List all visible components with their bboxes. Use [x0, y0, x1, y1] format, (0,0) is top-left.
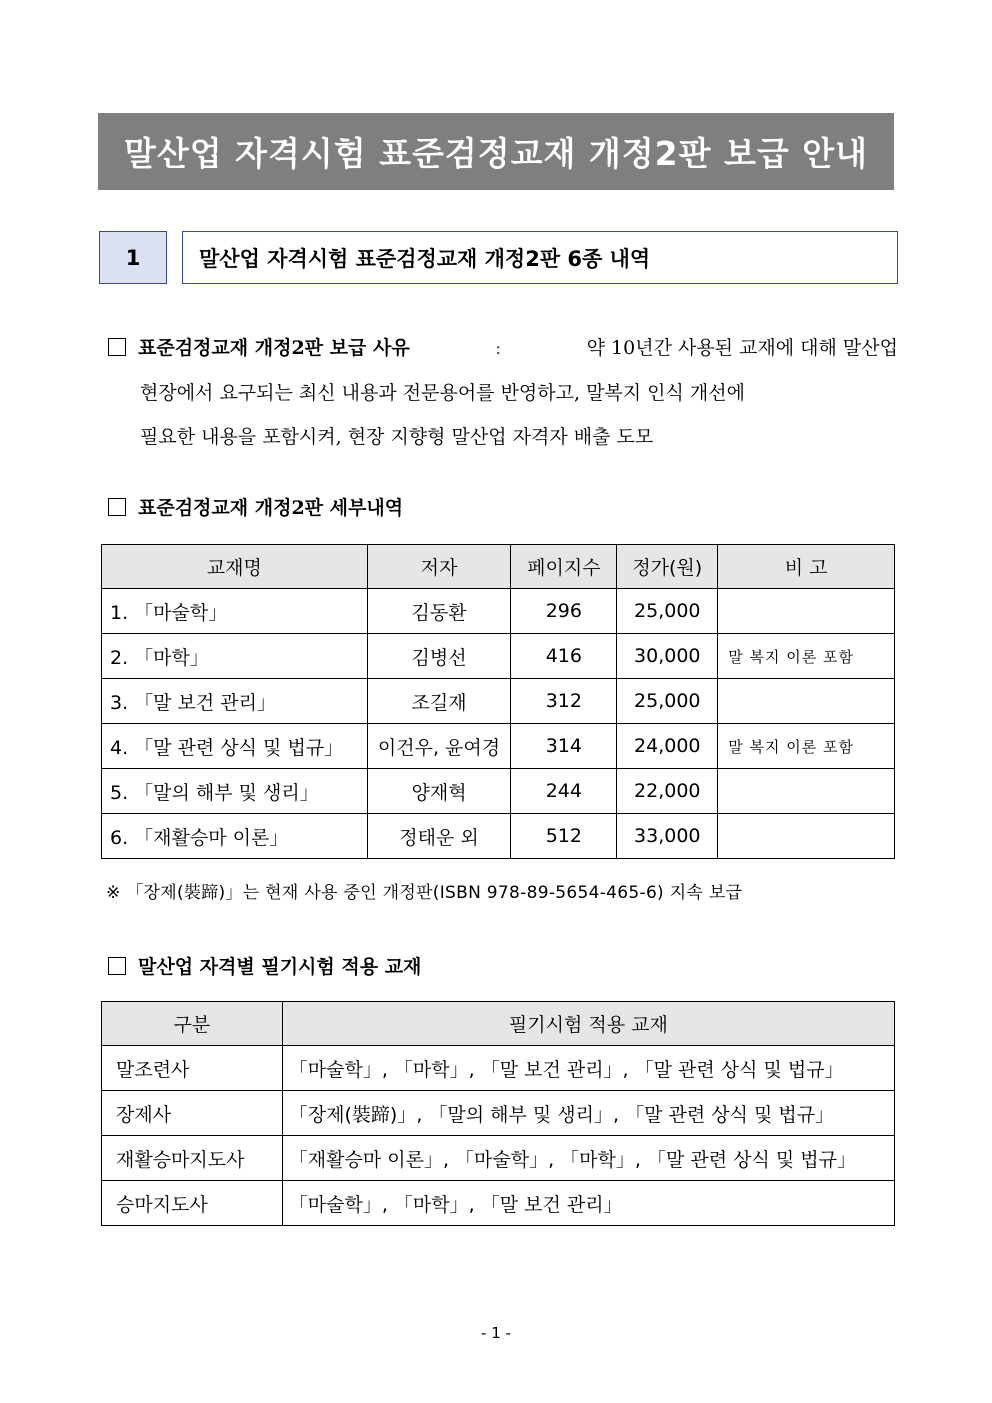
reason-text-2: 현장에서 요구되는 최신 내용과 전문용어를 반영하고, 말복지 인식 개선에 [140, 381, 745, 404]
header-title: 교재명 [102, 545, 368, 589]
qualification-books: 「마술학」, 「마학」, 「말 보건 관리」, 「말 관련 상식 및 법규」 [282, 1046, 894, 1091]
reason-text-3: 필요한 내용을 포함시켜, 현장 지향형 말산업 자격자 배출 도모 [140, 426, 654, 448]
details-heading [108, 493, 403, 520]
table-row [102, 1136, 895, 1181]
qualification-name: 재활승마지도사 [102, 1136, 283, 1181]
table-row [102, 1091, 895, 1136]
section-title: 말산업 자격시험 표준검정교재 개정2판 6종 내역 [182, 231, 898, 284]
book-author: 김동환 [367, 589, 511, 634]
checkbox-bullet-icon [108, 498, 126, 516]
qualification-name: 말조련사 [102, 1046, 283, 1091]
book-name: 6. 「재활승마 이론」 [102, 814, 368, 859]
exam-heading [108, 952, 421, 979]
book-price: 33,000 [617, 814, 718, 859]
book-note [718, 679, 895, 724]
book-price: 25,000 [617, 679, 718, 724]
book-name: 2. 「마학」 [102, 634, 368, 679]
book-author: 양재혁 [367, 769, 511, 814]
book-pages: 244 [511, 769, 617, 814]
qualification-name: 승마지도사 [102, 1181, 283, 1226]
checkbox-bullet-icon [108, 338, 126, 356]
book-name: 1. 「마술학」 [102, 589, 368, 634]
header-note: 비 고 [718, 545, 895, 589]
section-number: 1 [99, 231, 167, 284]
header-price: 정가(원) [617, 545, 718, 589]
book-pages: 416 [511, 634, 617, 679]
checkbox-bullet-icon [108, 957, 126, 975]
header-pages: 페이지수 [511, 545, 617, 589]
table-row [102, 589, 895, 634]
details-heading-text: 표준검정교재 개정2판 세부내역 [138, 497, 404, 519]
qualification-books: 「재활승마 이론」, 「마술학」, 「마학」, 「말 관련 상식 및 법규」 [282, 1136, 894, 1181]
book-pages: 314 [511, 724, 617, 769]
textbook-details-table [101, 544, 895, 859]
qualification-books: 「장제(裝蹄)」, 「말의 해부 및 생리」, 「말 관련 상식 및 법규」 [282, 1091, 894, 1136]
book-name: 3. 「말 보건 관리」 [102, 679, 368, 724]
exam-textbook-table [101, 1001, 895, 1226]
book-price: 24,000 [617, 724, 718, 769]
reason-text-1: 약 10년간 사용된 교재에 대해 말산업 [586, 337, 898, 359]
header-books: 필기시험 적용 교재 [282, 1002, 894, 1046]
book-pages: 512 [511, 814, 617, 859]
book-price: 25,000 [617, 589, 718, 634]
qualification-books: 「마술학」, 「마학」, 「말 보건 관리」 [282, 1181, 894, 1226]
qualification-name: 장제사 [102, 1091, 283, 1136]
reason-paragraph [108, 326, 898, 460]
book-note: 말 복지 이론 포함 [718, 724, 895, 769]
document-title: 말산업 자격시험 표준검정교재 개정2판 보급 안내 [124, 134, 868, 173]
book-note [718, 769, 895, 814]
book-name: 4. 「말 관련 상식 및 법규」 [102, 724, 368, 769]
reason-separator: : [494, 337, 502, 359]
table-row [102, 724, 895, 769]
book-author: 김병선 [367, 634, 511, 679]
table-row [102, 769, 895, 814]
table-row [102, 1046, 895, 1091]
table-header-row [102, 545, 895, 589]
page-number: - 1 - [481, 1324, 511, 1342]
book-note: 말 복지 이론 포함 [718, 634, 895, 679]
footnote: ※ 「장제(裝蹄)」는 현재 사용 중인 개정판(ISBN 978-89-5654-465-6) 지속 보급 [106, 883, 743, 903]
book-author: 이건우, 윤여경 [367, 724, 511, 769]
header-author: 저자 [367, 545, 511, 589]
book-pages: 296 [511, 589, 617, 634]
book-pages: 312 [511, 679, 617, 724]
book-note [718, 589, 895, 634]
book-author: 정태운 외 [367, 814, 511, 859]
table-row [102, 814, 895, 859]
table-row [102, 679, 895, 724]
table-row [102, 634, 895, 679]
book-name: 5. 「말의 해부 및 생리」 [102, 769, 368, 814]
book-note [718, 814, 895, 859]
reason-line-1 [108, 326, 898, 371]
book-author: 조길재 [367, 679, 511, 724]
reason-label: 표준검정교재 개정2판 보급 사유 [138, 337, 410, 359]
document-title-banner [98, 113, 894, 190]
header-category: 구분 [102, 1002, 283, 1046]
book-price: 22,000 [617, 769, 718, 814]
book-price: 30,000 [617, 634, 718, 679]
table-header-row [102, 1002, 895, 1046]
table-row [102, 1181, 895, 1226]
exam-heading-text: 말산업 자격별 필기시험 적용 교재 [138, 956, 422, 978]
